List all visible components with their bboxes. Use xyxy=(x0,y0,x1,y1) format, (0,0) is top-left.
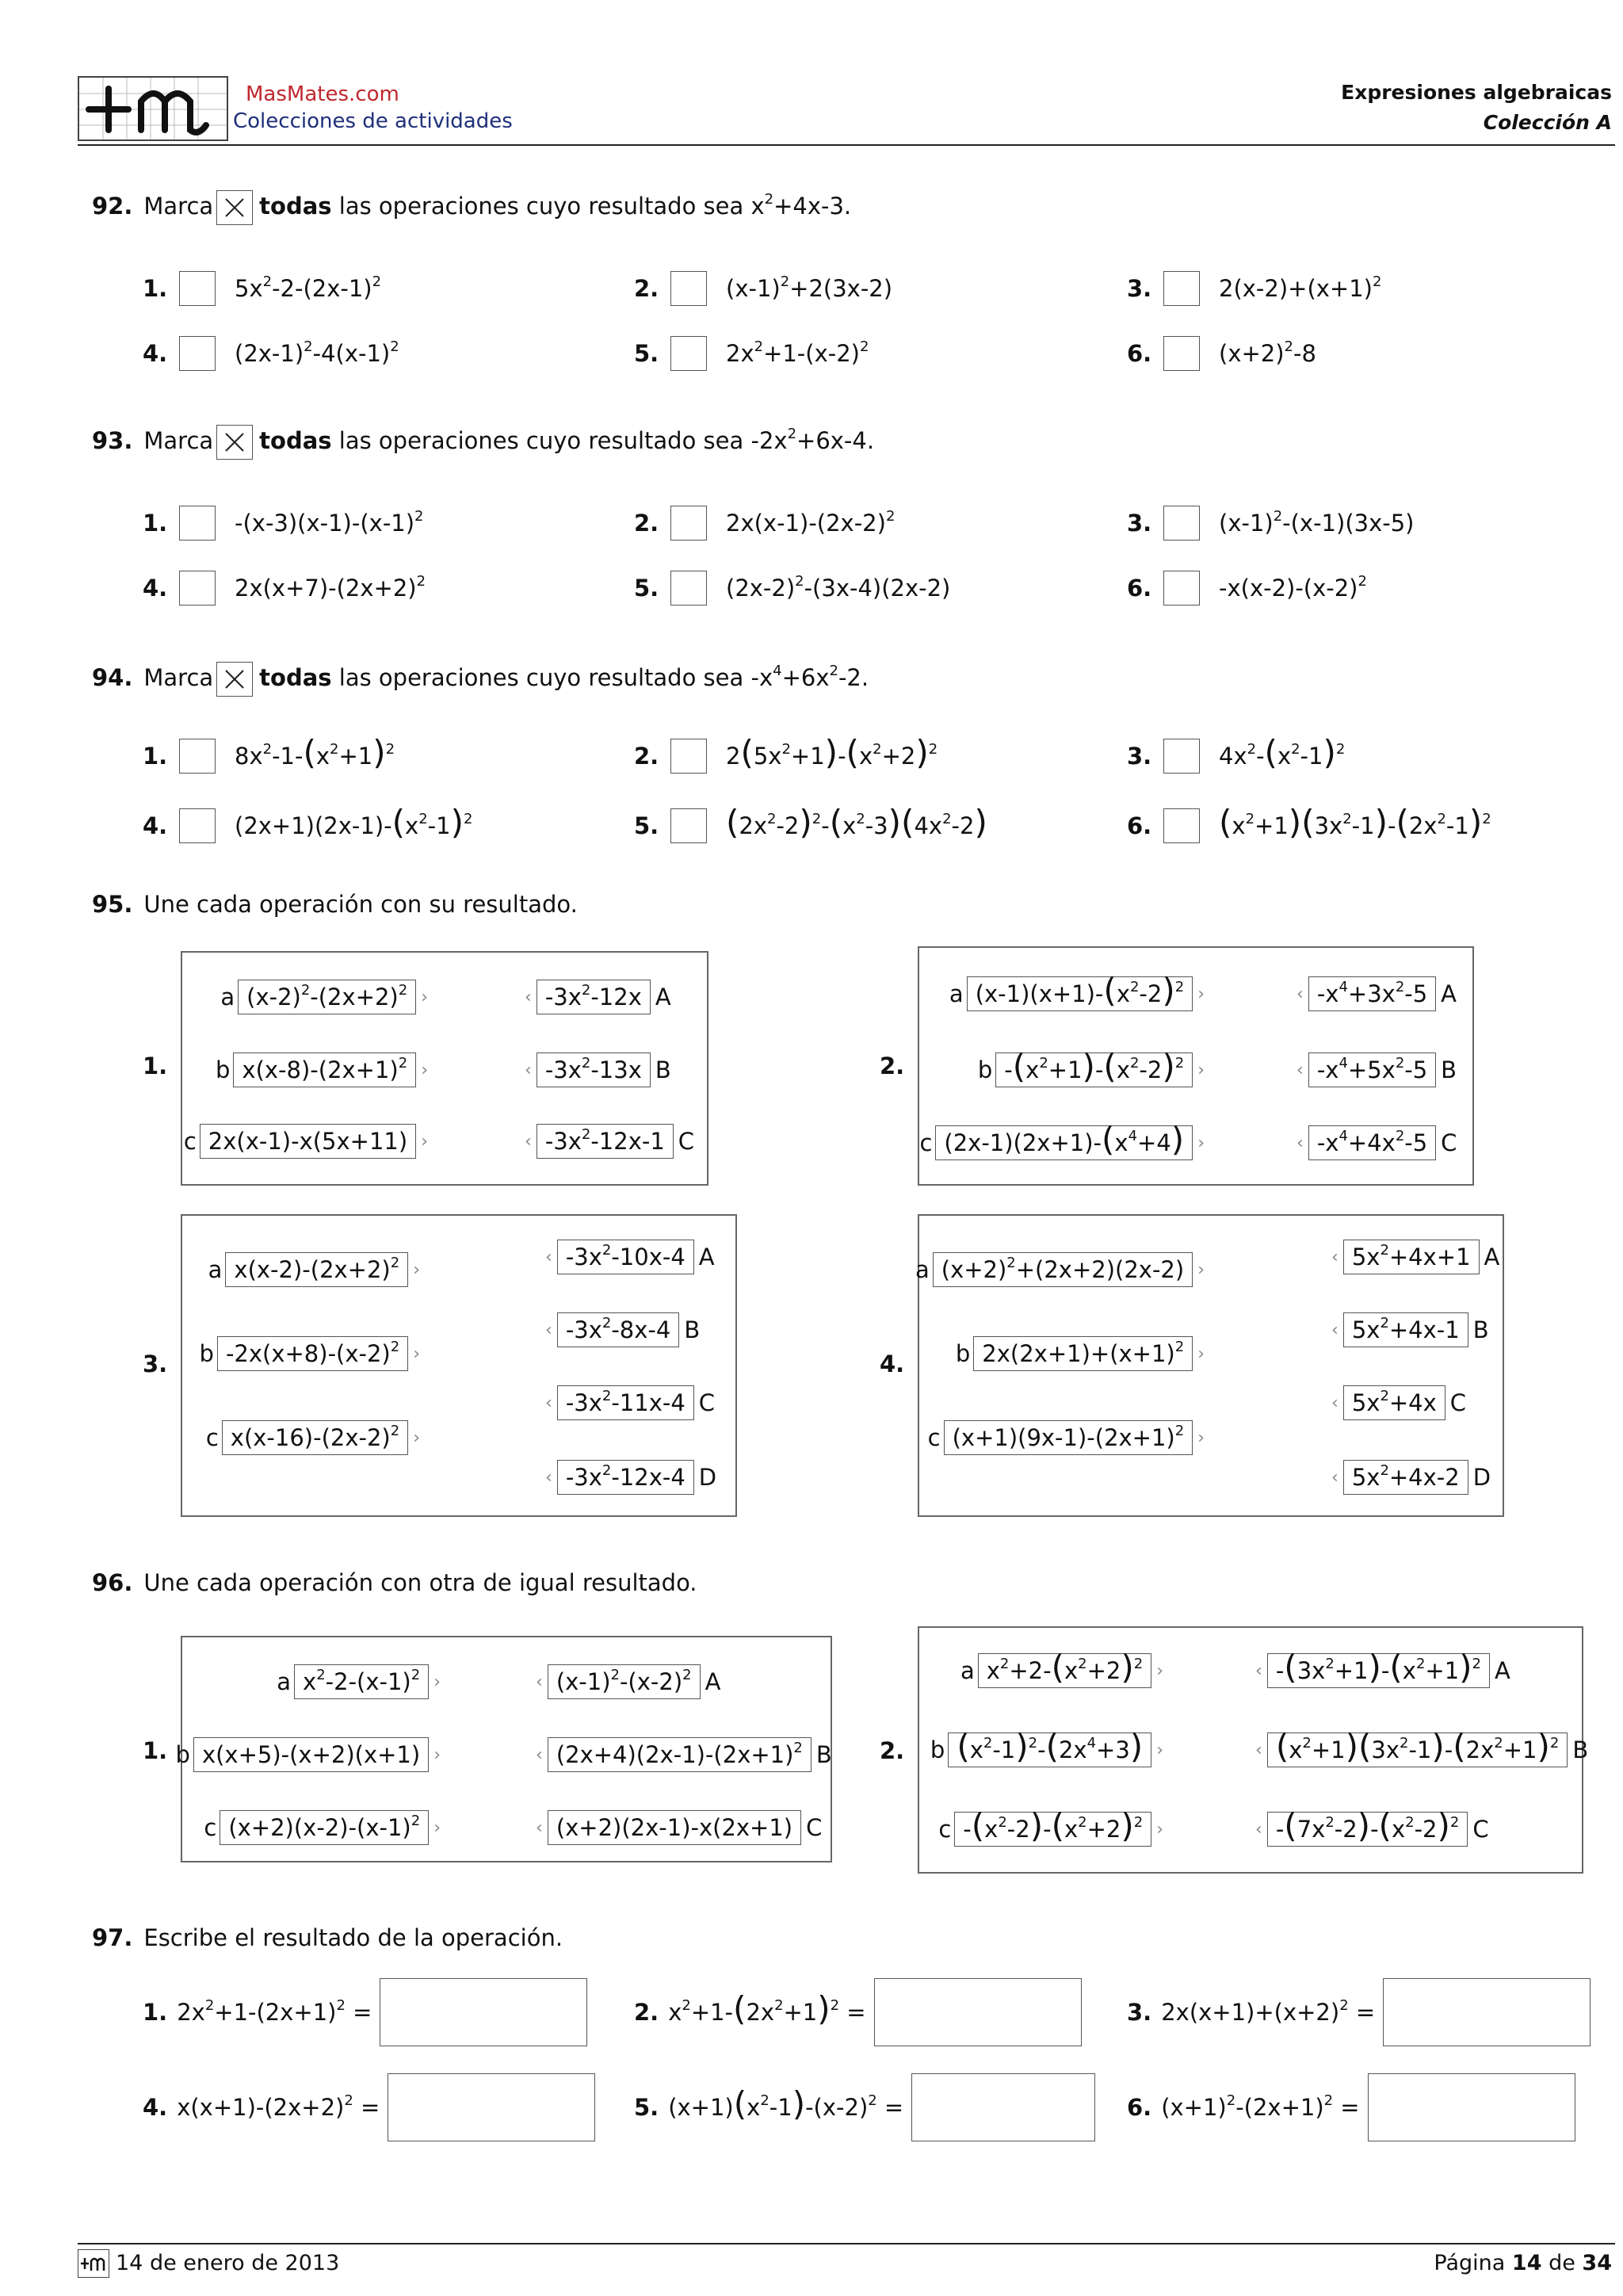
operation-letter: b xyxy=(199,1340,214,1367)
q94-option xyxy=(634,803,987,843)
answer-input[interactable] xyxy=(1383,1978,1591,2046)
connector-arrow-left-icon[interactable]: ‹ xyxy=(1296,984,1304,1004)
operation-box[interactable]: $x(x-8)-(2x+1)^2$ xyxy=(233,1052,416,1087)
q95-number: 95. xyxy=(92,891,133,918)
right-result xyxy=(1331,1240,1503,1274)
connector-arrow-left-icon[interactable]: ‹ xyxy=(1255,1740,1262,1760)
result-letter: B xyxy=(655,1056,671,1083)
answer-checkbox[interactable] xyxy=(179,336,216,371)
result-letter: C xyxy=(1441,1129,1457,1156)
result-box[interactable]: $-x^4+5x^2-5$ xyxy=(1308,1052,1436,1087)
result-box[interactable]: $(2x+4)(2x-1)-(2x+1)^2$ xyxy=(548,1737,812,1772)
operation-letter: a xyxy=(915,1256,930,1283)
footer-logo-icon xyxy=(78,2249,109,2278)
connector-arrow-left-icon[interactable]: ‹ xyxy=(525,1060,532,1080)
result-box[interactable]: $-3x^2-12x$ xyxy=(537,980,651,1014)
result-box[interactable]: $-3x^2-12x-1$ xyxy=(537,1124,674,1159)
left-operation xyxy=(956,1336,1205,1371)
option-number: 1. xyxy=(143,510,168,537)
connector-arrow-right-icon[interactable]: › xyxy=(1156,1740,1163,1760)
connector-arrow-left-icon[interactable]: ‹ xyxy=(1331,1392,1338,1413)
result-box[interactable]: $-(3x^2+1)-(x^2+1)^2$ xyxy=(1267,1653,1490,1688)
q92-option xyxy=(1127,336,1316,371)
option-number: 4. xyxy=(143,340,168,367)
connector-arrow-right-icon[interactable]: › xyxy=(421,987,428,1007)
connector-arrow-left-icon[interactable]: ‹ xyxy=(1296,1060,1304,1080)
option-expression: $(2x^2-2)^2-(x^2-3)(4x^2-2)$ xyxy=(726,803,987,842)
x-example-icon xyxy=(216,190,253,225)
connector-arrow-left-icon[interactable]: ‹ xyxy=(1331,1320,1338,1340)
answer-input[interactable] xyxy=(388,2073,595,2141)
q93-bold: todas xyxy=(259,427,332,454)
result-box[interactable]: $-3x^2-8x-4$ xyxy=(557,1312,680,1347)
operation-box[interactable]: $x(x-16)-(2x-2)^2$ xyxy=(222,1420,408,1455)
q93-header xyxy=(92,425,874,460)
answer-checkbox[interactable] xyxy=(670,506,707,541)
right-result xyxy=(545,1460,720,1495)
operation-letter: a xyxy=(220,984,235,1010)
item-expression: $(x+1)^2-(2x+1)^2$ = xyxy=(1161,2092,1360,2121)
option-number: 3. xyxy=(1127,510,1152,537)
result-letter: D xyxy=(1472,1464,1491,1491)
operation-letter: b xyxy=(930,1736,945,1763)
operation-letter: c xyxy=(938,1816,952,1843)
connector-arrow-left-icon[interactable]: ‹ xyxy=(545,1247,552,1267)
right-result xyxy=(525,1124,697,1159)
left-operation xyxy=(204,1810,441,1845)
option-number: 5. xyxy=(634,812,659,839)
footer-divider xyxy=(78,2243,1615,2244)
q96-text: Une cada operación con otra de igual resultado. xyxy=(143,1569,697,1596)
left-operation xyxy=(277,1664,441,1699)
q95-text: Une cada operación con su resultado. xyxy=(143,891,578,918)
option-number: 2. xyxy=(634,510,659,537)
left-operation xyxy=(220,980,428,1014)
q94-option xyxy=(1127,803,1491,843)
option-number: 2. xyxy=(634,275,659,302)
connector-arrow-right-icon[interactable]: › xyxy=(1197,1133,1205,1153)
operation-letter: a xyxy=(960,1657,975,1684)
answer-checkbox[interactable] xyxy=(670,739,707,774)
option-number: 1. xyxy=(143,275,168,302)
q92-text: las operaciones cuyo resultado sea xyxy=(331,193,751,220)
operation-box[interactable]: $-(x^2+1)-(x^2-2)^2$ xyxy=(995,1052,1193,1087)
site-name[interactable]: MasMates.com xyxy=(246,82,399,106)
q93-option xyxy=(143,571,426,606)
connector-arrow-right-icon[interactable]: › xyxy=(421,1131,428,1152)
operation-box[interactable]: $-(x^2-2)-(x^2+2)^2$ xyxy=(954,1812,1151,1847)
right-result xyxy=(525,980,674,1014)
result-letter: B xyxy=(815,1741,832,1768)
operation-box[interactable]: 2x(x-1)-x(5x+11) xyxy=(200,1124,416,1159)
operation-box[interactable]: $(x+2)^2+(2x+2)(2x-2)$ xyxy=(933,1252,1193,1287)
result-box[interactable]: $5x^2+4x-2$ xyxy=(1343,1460,1468,1495)
connector-arrow-left-icon[interactable]: ‹ xyxy=(525,987,532,1007)
connector-arrow-right-icon[interactable]: › xyxy=(433,1671,441,1692)
answer-input[interactable] xyxy=(911,2073,1095,2141)
left-operation xyxy=(206,1420,420,1455)
option-expression: $2x(x-1)-(2x-2)^2$ xyxy=(726,507,896,537)
q92-option xyxy=(634,271,892,306)
connector-arrow-left-icon[interactable]: ‹ xyxy=(1331,1247,1338,1267)
result-box[interactable]: (x+2)(2x-1)-x(2x+1) xyxy=(548,1810,801,1845)
option-expression: $8x^2-1-(x^2+1)^2$ xyxy=(235,733,395,772)
result-letter: A xyxy=(698,1244,715,1270)
answer-checkbox[interactable] xyxy=(1163,571,1200,606)
option-expression: $2x(x+7)-(2x+2)^2$ xyxy=(235,572,426,602)
option-expression: $(2x+1)(2x-1)-(x^2-1)^2$ xyxy=(235,803,473,842)
operation-box[interactable]: $(2x-1)(2x+1)-(x^4+4)$ xyxy=(935,1125,1193,1160)
operation-letter: b xyxy=(216,1056,231,1083)
operation-box[interactable]: $(x+2)(x-2)-(x-1)^2$ xyxy=(220,1810,429,1845)
x-example-icon xyxy=(216,662,253,697)
q93-option xyxy=(1127,571,1367,606)
item-expression: $x^2+1-(2x^2+1)^2$ = xyxy=(668,1989,866,2028)
answer-checkbox[interactable] xyxy=(670,336,707,371)
answer-checkbox[interactable] xyxy=(1163,808,1200,843)
right-result xyxy=(1255,1806,1492,1847)
option-number: 6. xyxy=(1127,812,1152,839)
operation-letter: a xyxy=(949,980,964,1007)
operation-box[interactable]: $x^2-2-(x-1)^2$ xyxy=(294,1664,429,1699)
item-number: 2. xyxy=(634,1999,659,2026)
left-operation xyxy=(216,1052,428,1087)
result-box[interactable]: $(x^2+1)(3x^2-1)-(2x^2+1)^2$ xyxy=(1267,1733,1568,1767)
panel-number: 2. xyxy=(880,1052,905,1079)
panel-number: 3. xyxy=(143,1350,168,1377)
right-result xyxy=(1296,1052,1460,1087)
left-operation xyxy=(960,1648,1163,1688)
operation-box[interactable]: $x^2+2-(x^2+2)^2$ xyxy=(978,1653,1151,1688)
document-title: Expresiones algebraicas xyxy=(1341,81,1612,104)
right-result xyxy=(1331,1460,1494,1495)
result-letter: D xyxy=(698,1464,717,1491)
document-subtitle: Colección A xyxy=(1483,111,1612,134)
write-answer-item xyxy=(143,2073,595,2141)
panel-number: 2. xyxy=(880,1737,905,1764)
operation-box[interactable]: x(x+5)-(x+2)(x+1) xyxy=(193,1737,429,1772)
option-expression: $(2x-2)^2-(3x-4)(2x-2)$ xyxy=(726,572,951,602)
right-result xyxy=(1296,1125,1460,1160)
left-operation xyxy=(184,1124,428,1159)
write-answer-item xyxy=(1127,1978,1591,2046)
answer-checkbox[interactable] xyxy=(1163,506,1200,541)
option-expression: $5x^2-2-(2x-1)^2$ xyxy=(235,273,382,302)
answer-checkbox[interactable] xyxy=(179,571,216,606)
connector-arrow-left-icon[interactable]: ‹ xyxy=(545,1392,552,1413)
result-box[interactable]: $(x-1)^2-(x-2)^2$ xyxy=(548,1664,701,1699)
connector-arrow-left-icon[interactable]: ‹ xyxy=(536,1817,543,1838)
connector-arrow-left-icon[interactable]: ‹ xyxy=(1296,1133,1304,1153)
result-box[interactable]: $-3x^2-13x$ xyxy=(537,1052,651,1087)
operation-box[interactable]: $(x-1)(x+1)-(x^2-2)^2$ xyxy=(967,976,1193,1011)
option-expression: $2x^2+1-(x-2)^2$ xyxy=(726,338,869,367)
option-expression: $4x^2-(x^2-1)^2$ xyxy=(1219,733,1346,772)
item-expression: $2x(x+1)+(x+2)^2$ = xyxy=(1161,1996,1376,2026)
footer-date: 14 de enero de 2013 xyxy=(116,2251,340,2275)
right-result xyxy=(1296,976,1460,1011)
panel-number: 4. xyxy=(880,1350,905,1377)
option-number: 5. xyxy=(634,575,659,602)
option-expression: $(x+2)^2-8$ xyxy=(1219,338,1316,367)
connector-arrow-right-icon[interactable]: › xyxy=(433,1744,441,1765)
operation-letter: c xyxy=(927,1424,941,1451)
result-box[interactable]: $5x^2+4x-1$ xyxy=(1343,1312,1468,1347)
result-letter: C xyxy=(806,1814,823,1841)
answer-input[interactable] xyxy=(1368,2073,1575,2141)
operation-letter: b xyxy=(977,1056,993,1083)
answer-checkbox[interactable] xyxy=(179,739,216,774)
q94-option xyxy=(1127,733,1346,774)
operation-box[interactable]: $(x-2)^2-(2x+2)^2$ xyxy=(238,980,416,1014)
left-operation xyxy=(949,971,1205,1011)
q92-header xyxy=(92,190,851,225)
connector-arrow-left-icon[interactable]: ‹ xyxy=(545,1467,552,1488)
q93-option xyxy=(143,506,423,541)
connector-arrow-right-icon[interactable]: › xyxy=(1197,1343,1205,1364)
operation-box[interactable]: $-2x(x+8)-(x-2)^2$ xyxy=(217,1336,408,1371)
result-letter: A xyxy=(1441,980,1457,1007)
option-number: 4. xyxy=(143,812,168,839)
item-number: 3. xyxy=(1127,1999,1152,2026)
result-box[interactable]: $-3x^2-10x-4$ xyxy=(557,1240,694,1274)
connector-arrow-right-icon[interactable]: › xyxy=(413,1259,420,1280)
write-answer-item xyxy=(143,1978,587,2046)
item-number: 4. xyxy=(143,2094,168,2121)
header-divider xyxy=(78,144,1615,146)
q92-option xyxy=(143,271,381,306)
answer-checkbox[interactable] xyxy=(179,808,216,843)
option-expression: $2(x-2)+(x+1)^2$ xyxy=(1219,273,1382,302)
connector-arrow-right-icon[interactable]: › xyxy=(1156,1660,1163,1681)
left-operation xyxy=(930,1727,1163,1767)
operation-letter: a xyxy=(208,1256,223,1283)
result-box[interactable]: $-3x^2-12x-4$ xyxy=(557,1460,694,1495)
q93-number: 93. xyxy=(92,427,133,454)
option-number: 2. xyxy=(634,743,659,770)
left-operation xyxy=(919,1120,1205,1160)
result-box[interactable]: $-x^4+3x^2-5$ xyxy=(1308,976,1436,1011)
connector-arrow-left-icon[interactable]: ‹ xyxy=(1255,1819,1262,1839)
q94-option xyxy=(143,803,473,843)
left-operation xyxy=(208,1252,420,1287)
q93-target: $-2x^2+6x-4$. xyxy=(750,425,875,454)
answer-checkbox[interactable] xyxy=(179,271,216,306)
right-result xyxy=(536,1810,825,1845)
q94-bold: todas xyxy=(259,664,332,691)
right-result xyxy=(545,1240,718,1274)
left-operation xyxy=(928,1420,1205,1455)
footer-page-number: Página 14 de 34 xyxy=(1434,2251,1612,2275)
connector-arrow-right-icon[interactable]: › xyxy=(421,1060,428,1080)
left-operation xyxy=(977,1047,1205,1087)
result-box[interactable]: $5x^2+4x+1$ xyxy=(1343,1240,1480,1274)
option-expression: $(x-1)^2-(x-1)(3x-5)$ xyxy=(1219,507,1415,537)
result-letter: A xyxy=(655,984,671,1010)
operation-box[interactable]: $x(x-2)-(2x+2)^2$ xyxy=(225,1252,408,1287)
result-letter: C xyxy=(678,1128,695,1155)
left-operation xyxy=(915,1252,1205,1287)
write-answer-item xyxy=(634,1978,1082,2046)
connector-arrow-right-icon[interactable]: › xyxy=(433,1817,441,1838)
answer-input[interactable] xyxy=(380,1978,587,2046)
answer-checkbox[interactable] xyxy=(670,571,707,606)
result-letter: C xyxy=(1472,1816,1489,1843)
connector-arrow-right-icon[interactable]: › xyxy=(413,1343,420,1364)
q94-option xyxy=(634,733,938,774)
left-operation xyxy=(938,1806,1163,1847)
result-letter: B xyxy=(1472,1316,1489,1343)
result-letter: A xyxy=(1494,1657,1510,1684)
option-expression: $(x-1)^2+2(3x-2)$ xyxy=(726,273,893,302)
panel-number: 1. xyxy=(143,1052,168,1079)
q92-option xyxy=(1127,271,1381,306)
answer-checkbox[interactable] xyxy=(1163,739,1200,774)
result-box[interactable]: $-3x^2-11x-4$ xyxy=(557,1385,694,1420)
operation-letter: c xyxy=(204,1814,217,1841)
result-letter: A xyxy=(1484,1244,1500,1270)
panel-number: 1. xyxy=(143,1737,168,1764)
right-result xyxy=(1255,1648,1514,1688)
connector-arrow-right-icon[interactable]: › xyxy=(1197,1259,1205,1280)
operation-letter: c xyxy=(183,1128,197,1155)
result-box[interactable]: $5x^2+4x$ xyxy=(1343,1385,1445,1420)
option-expression: $-x(x-2)-(x-2)^2$ xyxy=(1219,572,1367,602)
q97-header xyxy=(92,1924,563,1951)
q96-header xyxy=(92,1569,697,1596)
answer-checkbox[interactable] xyxy=(179,506,216,541)
site-logo xyxy=(78,76,228,141)
right-result xyxy=(545,1385,718,1420)
connector-arrow-right-icon[interactable]: › xyxy=(1197,1060,1205,1080)
write-answer-item xyxy=(1127,2073,1575,2141)
operation-letter: b xyxy=(175,1741,190,1768)
option-expression: $(x^2+1)(3x^2-1)-(2x^2-1)^2$ xyxy=(1219,803,1491,842)
option-number: 1. xyxy=(143,743,168,770)
q97-text: Escribe el resultado de la operación. xyxy=(143,1924,563,1951)
connector-arrow-left-icon[interactable]: ‹ xyxy=(536,1671,543,1692)
connector-arrow-left-icon[interactable]: ‹ xyxy=(1255,1660,1262,1681)
right-result xyxy=(1331,1312,1492,1347)
item-number: 1. xyxy=(143,1999,168,2026)
q92-option xyxy=(143,336,399,371)
option-expression: $(2x-1)^2-4(x-1)^2$ xyxy=(235,338,399,367)
item-expression: $2x^2+1-(2x+1)^2$ = xyxy=(177,1996,372,2026)
operation-box[interactable]: $(x+1)(9x-1)-(2x+1)^2$ xyxy=(944,1420,1193,1455)
answer-input[interactable] xyxy=(874,1978,1082,2046)
right-result xyxy=(525,1052,674,1087)
result-box[interactable]: $-(7x^2-2)-(x^2-2)^2$ xyxy=(1267,1812,1468,1847)
connector-arrow-left-icon[interactable]: ‹ xyxy=(545,1320,552,1340)
answer-checkbox[interactable] xyxy=(670,271,707,306)
q94-option xyxy=(143,733,395,774)
q93-option xyxy=(1127,506,1414,541)
q92-option xyxy=(634,336,869,371)
option-number: 6. xyxy=(1127,340,1152,367)
right-result xyxy=(536,1664,724,1699)
result-letter: B xyxy=(1441,1056,1457,1083)
q93-text: las operaciones cuyo resultado sea xyxy=(331,427,751,454)
connector-arrow-right-icon[interactable]: › xyxy=(1156,1819,1163,1839)
connector-arrow-left-icon[interactable]: ‹ xyxy=(1331,1467,1338,1488)
answer-checkbox[interactable] xyxy=(1163,271,1200,306)
item-expression: $(x+1)(x^2-1)-(x-2)^2$ = xyxy=(668,2084,904,2123)
left-operation xyxy=(200,1336,420,1371)
right-result xyxy=(545,1312,703,1347)
q92-target: $x^2+4x-3$. xyxy=(750,190,852,220)
result-letter: C xyxy=(1449,1389,1467,1416)
collection-tagline: Colecciones de actividades xyxy=(233,109,513,133)
option-number: 6. xyxy=(1127,575,1152,602)
q94-text: las operaciones cuyo resultado sea xyxy=(331,664,751,691)
operation-letter: c xyxy=(919,1129,933,1156)
operation-box[interactable]: $(x^2-1)^2-(2x^4+3)$ xyxy=(948,1733,1151,1767)
write-answer-item xyxy=(634,2073,1095,2141)
q94-header xyxy=(92,662,869,697)
item-expression: $x(x+1)-(2x+2)^2$ = xyxy=(177,2092,380,2121)
q92-number: 92. xyxy=(92,193,133,220)
answer-checkbox[interactable] xyxy=(670,808,707,843)
q94-number: 94. xyxy=(92,664,133,691)
q93-option xyxy=(634,506,895,541)
q97-number: 97. xyxy=(92,1924,133,1951)
option-expression: $-(x-3)(x-1)-(x-1)^2$ xyxy=(235,507,424,537)
right-result xyxy=(1331,1385,1469,1420)
connector-arrow-right-icon[interactable]: › xyxy=(413,1427,420,1448)
q92-intro: Marca xyxy=(143,193,214,220)
option-number: 4. xyxy=(143,575,168,602)
q95-header xyxy=(92,891,578,918)
option-number: 3. xyxy=(1127,743,1152,770)
x-example-icon xyxy=(216,425,253,460)
result-letter: B xyxy=(1572,1736,1589,1763)
operation-letter: b xyxy=(955,1340,971,1367)
answer-checkbox[interactable] xyxy=(1163,336,1200,371)
q92-bold: todas xyxy=(259,193,332,220)
result-letter: B xyxy=(684,1316,701,1343)
operation-box[interactable]: $2x(2x+1)+(x+1)^2$ xyxy=(973,1336,1193,1371)
item-number: 5. xyxy=(634,2094,659,2121)
q93-option xyxy=(634,571,950,606)
q96-number: 96. xyxy=(92,1569,133,1596)
result-letter: C xyxy=(698,1389,716,1416)
connector-arrow-right-icon[interactable]: › xyxy=(1197,984,1205,1004)
connector-arrow-left-icon[interactable]: ‹ xyxy=(536,1744,543,1765)
right-result xyxy=(1255,1727,1591,1767)
operation-letter: c xyxy=(205,1424,219,1451)
option-number: 3. xyxy=(1127,275,1152,302)
q94-intro: Marca xyxy=(143,664,214,691)
option-number: 5. xyxy=(634,340,659,367)
operation-letter: a xyxy=(277,1668,292,1695)
left-operation xyxy=(176,1737,441,1772)
q93-intro: Marca xyxy=(143,427,214,454)
result-box[interactable]: $-x^4+4x^2-5$ xyxy=(1308,1125,1436,1160)
q94-target: $-x^4+6x^2-2$. xyxy=(750,662,869,691)
connector-arrow-right-icon[interactable]: › xyxy=(1197,1427,1205,1448)
connector-arrow-left-icon[interactable]: ‹ xyxy=(525,1131,532,1152)
result-letter: A xyxy=(705,1668,721,1695)
right-result xyxy=(536,1737,835,1772)
item-number: 6. xyxy=(1127,2094,1152,2121)
option-expression: $2(5x^2+1)-(x^2+2)^2$ xyxy=(726,733,938,772)
